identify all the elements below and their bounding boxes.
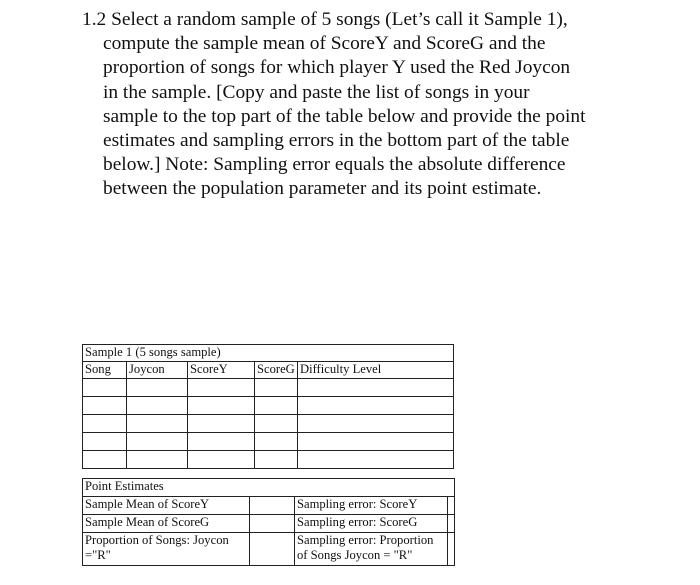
table-cell[interactable]	[83, 415, 127, 433]
table-cell[interactable]	[298, 415, 454, 433]
table-cell[interactable]	[188, 415, 255, 433]
estimate-value-cell[interactable]	[250, 515, 295, 533]
question-line: 1.2 Select a random sample of 5 songs (Let’s call it Sample 1),	[82, 9, 568, 30]
table-cell[interactable]	[127, 451, 188, 469]
estimate-value-cell[interactable]	[250, 533, 295, 566]
question-line: below.] Note: Sampling error equals the absolute difference	[103, 154, 566, 176]
table-cell[interactable]	[298, 379, 454, 397]
table-header-row	[83, 362, 454, 379]
table-row	[83, 379, 454, 397]
table-cell[interactable]	[255, 379, 298, 397]
header-scorey: ScoreY	[188, 362, 255, 379]
table-cell[interactable]	[255, 433, 298, 451]
table-cell[interactable]	[83, 433, 127, 451]
estimates-heading: Point Estimates	[83, 479, 455, 497]
table-cell[interactable]	[127, 433, 188, 451]
question-text	[82, 8, 622, 202]
header-song: Song	[83, 362, 127, 379]
table-row	[83, 433, 454, 451]
table-cell[interactable]	[298, 433, 454, 451]
table-cell[interactable]	[298, 397, 454, 415]
row-label: Sampling error: Proportion of Songs Joycon = "R"	[295, 533, 448, 566]
table-row	[83, 415, 454, 433]
header-scoreg: ScoreG	[255, 362, 298, 379]
table-cell[interactable]	[255, 415, 298, 433]
table-cell[interactable]	[127, 397, 188, 415]
header-joycon: Joycon	[127, 362, 188, 379]
row-label: Sampling error: ScoreY	[295, 497, 448, 515]
table-cell[interactable]	[127, 379, 188, 397]
estimate-value-cell[interactable]	[250, 497, 295, 515]
question-line: sample to the top part of the table below and provide the point	[103, 105, 586, 127]
table-cell[interactable]	[188, 433, 255, 451]
table-cell[interactable]	[188, 379, 255, 397]
sample-table	[82, 344, 454, 469]
table-row	[83, 497, 455, 515]
table-row	[83, 515, 455, 533]
table-cell[interactable]	[83, 451, 127, 469]
table-cell[interactable]	[255, 397, 298, 415]
table-caption: Sample 1 (5 songs sample)	[83, 345, 454, 362]
table-cell[interactable]	[188, 451, 255, 469]
table-cell[interactable]	[188, 397, 255, 415]
table-cell[interactable]	[255, 451, 298, 469]
estimates-table	[82, 478, 455, 566]
question-line: compute the sample mean of ScoreY and ScoreG and the	[103, 33, 546, 55]
question-line: proportion of songs for which player Y used the Red Joycon	[103, 57, 571, 79]
question-line: between the population parameter and its point estimate.	[103, 178, 542, 200]
table-row	[83, 397, 454, 415]
question-line: estimates and sampling errors in the bottom part of the table	[103, 130, 570, 152]
table-cell[interactable]	[83, 397, 127, 415]
question-line: in the sample. [Copy and paste the list of songs in your	[103, 81, 530, 103]
table-cell[interactable]	[83, 379, 127, 397]
table-cell[interactable]	[127, 415, 188, 433]
error-value-cell[interactable]	[448, 533, 455, 566]
row-label: Sampling error: ScoreG	[295, 515, 448, 533]
error-value-cell[interactable]	[448, 515, 455, 533]
table-cell[interactable]	[298, 451, 454, 469]
row-label: Proportion of Songs: Joycon ="R"	[83, 533, 250, 566]
table-row	[83, 533, 455, 566]
table-row	[83, 451, 454, 469]
row-label: Sample Mean of ScoreG	[83, 515, 250, 533]
error-value-cell[interactable]	[448, 497, 455, 515]
header-difficulty: Difficulty Level	[298, 362, 454, 379]
row-label: Sample Mean of ScoreY	[83, 497, 250, 515]
